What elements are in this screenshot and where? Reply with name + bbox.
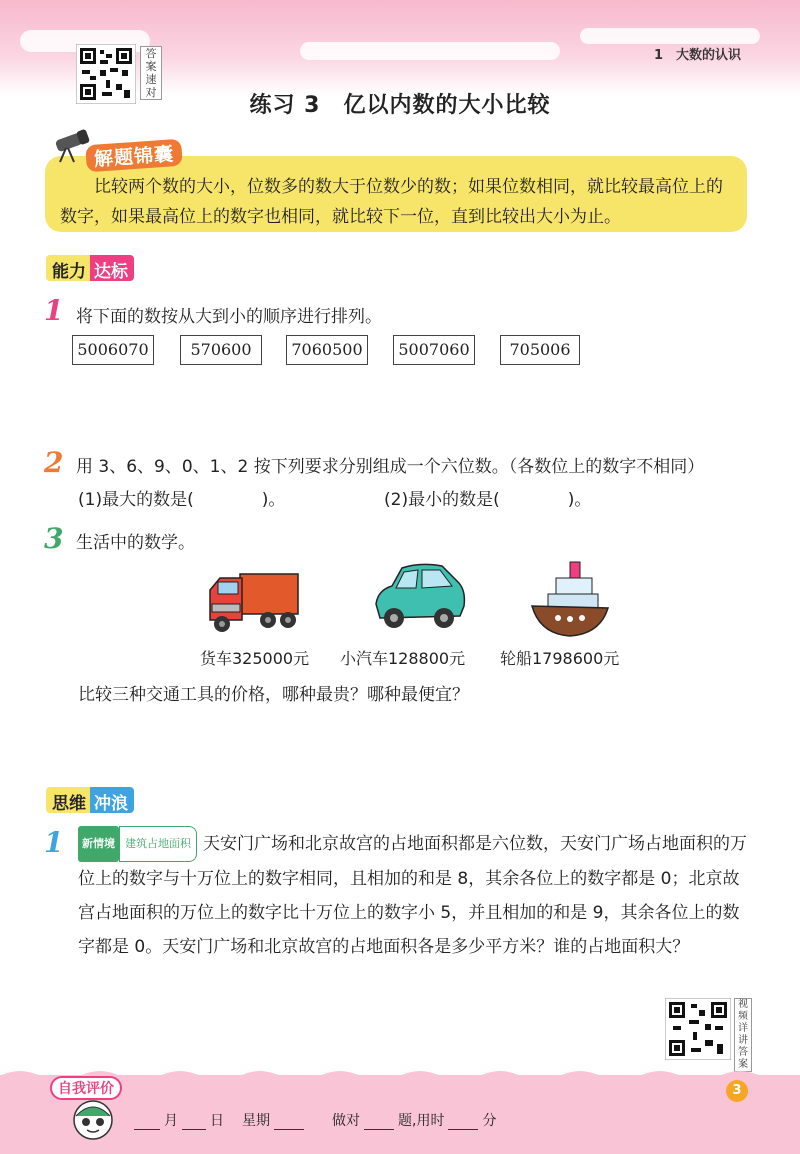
questions-label: 题,用时 bbox=[398, 1113, 445, 1129]
topic-badge: 建筑占地面积 bbox=[119, 826, 197, 862]
section-tag-part-a: 能力 bbox=[46, 255, 90, 281]
question-number: 2 bbox=[44, 446, 64, 479]
question-2-part-2: (2)最小的数是( )。 bbox=[384, 490, 592, 510]
question-4-body: 天安门广场和北京故宫的占地面积都是六位数，天安门广场占地面积的万位上的数字与十万位上的数字相同，且相加的和是 8，其余各位上的数字都是 0；北京故宫占地面积的万位上的数字比十万位上的数字小 5，并且相加的和是 9，其余各位上的数字都是 0。天安门广场和北京故宫的占地面积各是多少平方米？谁的占地面积大？ bbox=[78, 834, 747, 957]
question-number: 3 bbox=[44, 522, 64, 555]
number-card: 705006 bbox=[500, 335, 580, 365]
vehicle-price-label: 轮船1798600元 bbox=[500, 649, 620, 668]
question-3-text: 生活中的数学。 bbox=[76, 533, 195, 553]
question-3-prompt: 比较三种交通工具的价格，哪种最贵？哪种最便宜？ bbox=[78, 685, 469, 705]
page-number: 3 bbox=[726, 1080, 748, 1102]
number-card: 5006070 bbox=[72, 335, 154, 365]
weekday-label: 星期 bbox=[242, 1113, 270, 1129]
video-qr-code-icon[interactable] bbox=[665, 998, 731, 1060]
vehicle-price-label: 货车325000元 bbox=[200, 649, 310, 668]
day-blank[interactable] bbox=[182, 1115, 206, 1130]
vehicle-price-label: 小汽车128800元 bbox=[340, 649, 466, 668]
chapter-label: 1 大数的认识 bbox=[654, 48, 742, 63]
weekday-blank[interactable] bbox=[274, 1115, 304, 1130]
new-scenario-badge: 新情境 bbox=[78, 826, 119, 862]
month-blank[interactable] bbox=[134, 1115, 160, 1130]
truck-icon bbox=[206, 568, 300, 636]
day-label: 日 bbox=[210, 1113, 224, 1129]
minutes-label: 分 bbox=[482, 1113, 497, 1129]
self-evaluation-label: 自我评价 bbox=[50, 1076, 122, 1100]
tip-label: 解题锦囊 bbox=[85, 139, 183, 173]
question-4-text bbox=[78, 826, 750, 964]
footer-record-line bbox=[134, 1110, 496, 1130]
section-tag-part-b: 冲浪 bbox=[90, 787, 134, 813]
month-label: 月 bbox=[164, 1113, 178, 1129]
video-qr-label: 视频详讲答案 bbox=[734, 998, 752, 1072]
section-tag-part-a: 思维 bbox=[46, 787, 90, 813]
question-number: 1 bbox=[44, 826, 64, 859]
number-card: 570600 bbox=[180, 335, 262, 365]
section-tag-thinking bbox=[46, 787, 134, 813]
page-title: 练习 3 亿以内数的大小比较 bbox=[249, 93, 551, 118]
correct-count-blank[interactable] bbox=[364, 1115, 394, 1130]
time-blank[interactable] bbox=[448, 1115, 478, 1130]
cloud-decoration bbox=[580, 28, 760, 44]
car-icon bbox=[372, 560, 468, 632]
number-card: 5007060 bbox=[393, 335, 475, 365]
telescope-icon bbox=[50, 128, 90, 164]
tip-text: 比较两个数的大小，位数多的数大于位数少的数；如果位数相同，就比较最高位上的数字，如果最高位上的数字也相同，就比较下一位，直到比较出大小为止。 bbox=[60, 177, 723, 227]
qr-label: 答案速对 bbox=[140, 46, 162, 100]
ship-icon bbox=[530, 556, 610, 640]
cloud-decoration bbox=[300, 42, 560, 60]
number-card: 7060500 bbox=[286, 335, 368, 365]
question-1-text: 将下面的数按从大到小的顺序进行排列。 bbox=[76, 307, 382, 327]
question-2-part-1: (1)最大的数是( )。 bbox=[78, 490, 286, 510]
question-2-text: 用 3、6、9、0、1、2 按下列要求分别组成一个六位数。（各数位上的数字不相同） bbox=[76, 457, 705, 477]
section-tag-ability bbox=[46, 255, 134, 281]
correct-label: 做对 bbox=[332, 1113, 360, 1129]
question-number: 1 bbox=[44, 294, 64, 327]
section-tag-part-b: 达标 bbox=[90, 255, 134, 281]
mascot-icon bbox=[70, 1096, 116, 1142]
